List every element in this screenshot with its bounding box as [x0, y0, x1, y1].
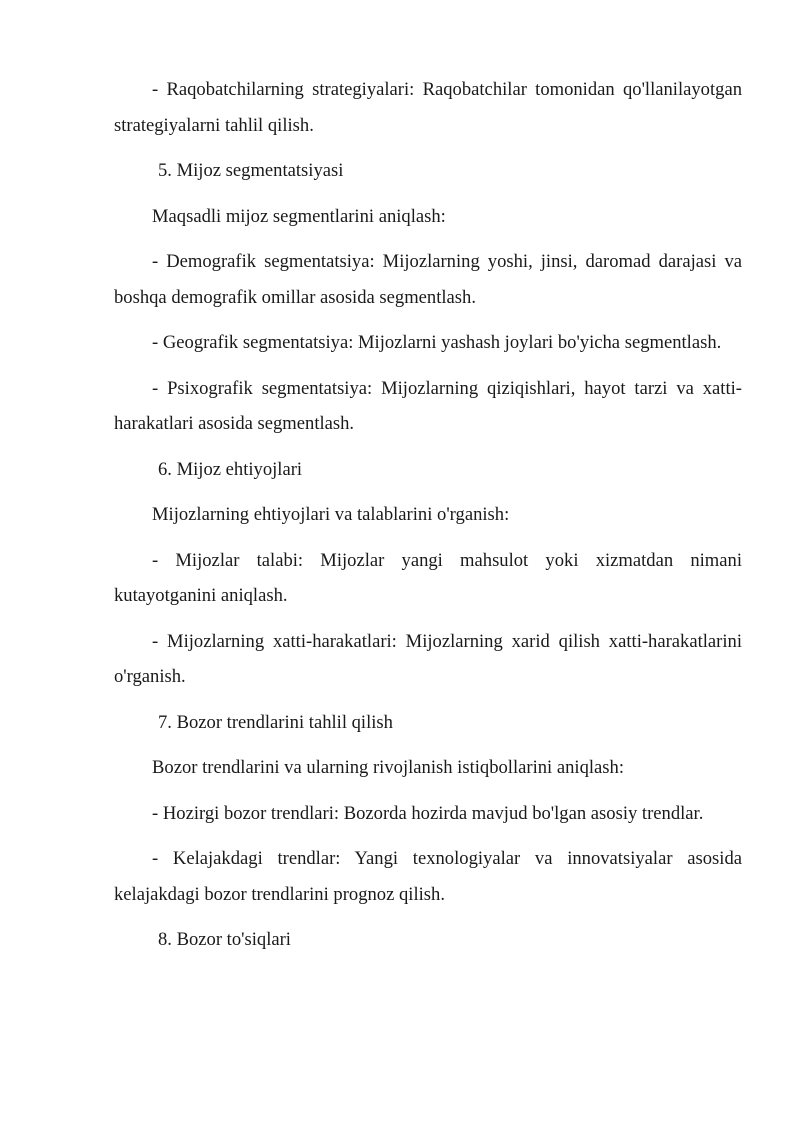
- section-heading-market-barriers: 8. Bozor to'siqlari: [158, 929, 291, 950]
- bullet-competitor-strategies: - Raqobatchilarning strategiyalari: Raqobatchilar tomonidan qo'llanilayotgan strategiyalarni tahlil qilish.: [114, 79, 742, 136]
- bullet-geographic-segmentation: - Geografik segmentatsiya: Mijozlarni yashash joylari bo'yicha segmentlash.: [152, 332, 722, 353]
- bullet-psychographic-segmentation: - Psixografik segmentatsiya: Mijozlarning qiziqishlari, hayot tarzi va xatti-harakatlari asosida segmentlash.: [114, 377, 742, 434]
- bullet-customer-behavior: - Mijozlarning xatti-harakatlari: Mijozlarning xarid qilish xatti-harakatlarini o'rganish.: [114, 630, 742, 687]
- intro-target-segments: Maqsadli mijoz segmentlarini aniqlash:: [152, 205, 446, 227]
- document-body: [114, 72, 742, 968]
- bullet-customer-demand: - Mijozlar talabi: Mijozlar yangi mahsulot yoki xizmatdan nimani kutayotganini aniqlash.: [114, 549, 742, 606]
- section-heading-customer-needs: 6. Mijoz ehtiyojlari: [158, 458, 303, 480]
- bullet-current-trends: - Hozirgi bozor trendlari: Bozorda hozirda mavjud bo'lgan asosiy trendlar.: [152, 802, 704, 824]
- bullet-demographic-segmentation: - Demografik segmentatsiya: Mijozlarning yoshi, jinsi, daromad darajasi va boshqa demografik omillar asosida segmentlash.: [114, 251, 742, 308]
- section-heading-customer-segmentation: 5. Mijoz segmentatsiyasi: [158, 160, 344, 181]
- section-heading-market-trends: 7. Bozor trendlarini tahlil qilish: [158, 711, 393, 733]
- bullet-future-trends: - Kelajakdagi trendlar: Yangi texnologiyalar va innovatsiyalar asosida kelajakdagi bozor trendlarini prognoz qilish.: [114, 848, 742, 905]
- intro-market-trends: Bozor trendlarini va ularning rivojlanish istiqbollarini aniqlash:: [152, 757, 624, 778]
- intro-customer-needs: Mijozlarning ehtiyojlari va talablarini o'rganish:: [152, 504, 510, 525]
